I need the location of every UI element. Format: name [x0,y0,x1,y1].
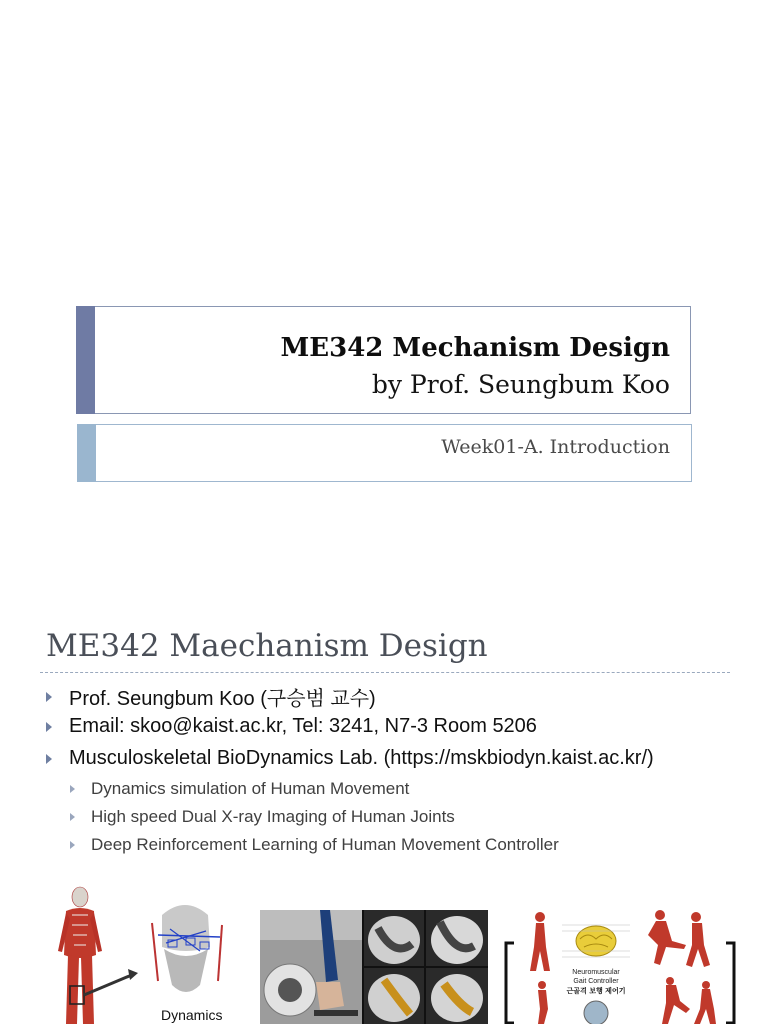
controller-label-korean: 근골격 보행 제어기 [566,987,626,995]
controller-label-line2: Gait Controller [573,978,619,985]
section-title: ME342 Maechanism Design [46,628,488,664]
bullet-text: Email: skoo@kaist.ac.kr, Tel: 3241, N7-3 Room 5206 [69,715,537,737]
bullet-professor [46,682,376,711]
sub-bullet-text: Deep Reinforcement Learning of Human Movement Controller [91,835,559,854]
slide-title: ME342 Mechanism Design [280,333,670,363]
sub-bullet-text: Dynamics simulation of Human Movement [91,779,410,798]
gait-controller-figure [500,905,745,1024]
sub-bullet-xray [70,807,455,827]
slide-subtitle: Week01-A. Introduction [441,436,670,458]
sub-bullet-rl [70,835,559,855]
xray-imaging-figure [260,910,488,1024]
bullet-text: Prof. Seungbum Koo (구승범 교수) [69,688,376,710]
sub-bullet-arrow-icon [70,813,75,821]
bullet-text: Musculoskeletal BioDynamics Lab. (https://mskbiodyn.kaist.ac.kr/) [69,747,654,769]
treadmill-photo [260,910,362,1024]
left-bracket [506,943,514,1023]
human-body-model [58,887,102,1024]
bullet-arrow-icon [46,692,52,702]
title-accent-bar [76,306,95,414]
knee-joint-model [152,905,222,992]
subtitle-accent-bar [77,424,96,482]
zoom-arrowhead-icon [128,969,138,980]
title-divider [40,672,730,673]
right-bracket [726,943,734,1023]
dynamics-caption: Dynamics [161,1007,223,1023]
sub-bullet-arrow-icon [70,841,75,849]
sub-bullet-dynamics [70,779,409,799]
controller-label-line1: Neuromuscular [572,969,620,976]
sub-bullet-arrow-icon [70,785,75,793]
bullet-arrow-icon [46,754,52,764]
bullet-lab [46,747,654,770]
walking-figures-left [530,912,550,1024]
slide-byline: by Prof. Seungbum Koo [371,370,670,399]
dynamics-figure [50,885,240,1024]
bullet-arrow-icon [46,722,52,732]
brain-icon [576,926,616,956]
bullet-contact [46,715,537,738]
walking-figures-right [648,910,716,1024]
sub-bullet-text: High speed Dual X-ray Imaging of Human Joints [91,807,455,826]
